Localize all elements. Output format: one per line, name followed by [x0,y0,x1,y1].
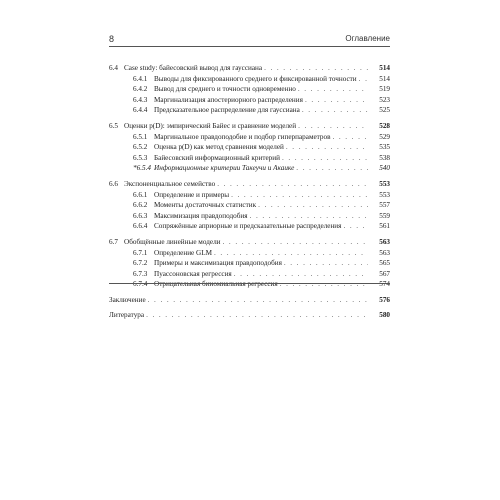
toc-subsection-row[interactable] [109,84,390,95]
toc-entry-number: 6.6.3 [133,211,148,220]
toc-page-number: 553 [368,179,390,190]
toc-page-number: 514 [368,63,390,74]
toc-subsection-row[interactable] [109,211,390,222]
toc-subsection-row[interactable] [109,105,390,116]
toc-entry-number: 6.6.2 [133,201,148,210]
toc-entry-title: Пуассоновская регрессия [154,269,232,278]
toc-entry-title: Отрицательная биномиальная регрессия [154,280,278,289]
dot-leader [214,248,368,259]
dot-leader [343,221,368,232]
dot-leader [284,258,368,269]
toc-entry-title: Моменты достаточных статистик [154,201,257,210]
toc-page-number: 538 [368,153,390,164]
toc-page-number: 535 [368,142,390,153]
toc-entry-title: Заключение [109,295,146,304]
toc-entry-title: Экспоненциальное семейство [124,179,216,188]
toc-subsection-row[interactable] [109,200,390,211]
toc-page-number: 567 [368,269,390,280]
toc-chapter-row[interactable] [109,310,390,321]
dot-leader [286,142,368,153]
toc-entry-number: 6.7.1 [133,248,148,257]
toc-entry-title: Примеры и максимизация правдоподобия [154,259,282,268]
dot-leader [250,211,368,222]
dot-leader [298,84,368,95]
toc-entry-number: 6.5.3 [133,153,148,162]
toc-subsection-row[interactable] [109,279,390,290]
toc-subsection-row[interactable] [109,74,390,85]
toc-section-row[interactable] [109,237,390,248]
dot-leader [217,179,368,190]
toc-entry-number: 6.5 [109,121,118,130]
toc-subsection-row[interactable] [109,153,390,164]
toc-page-number: 561 [368,221,390,232]
dot-leader [282,153,368,164]
dot-leader [333,132,369,143]
toc-page-number: 565 [368,258,390,269]
toc-entry-title: Максимизация правдоподобия [154,211,248,220]
toc-subsection-row[interactable] [109,132,390,143]
toc-entry-title: Сопряжённые априорные и предсказательные распределения [154,222,342,231]
dot-leader [264,63,368,74]
toc-entry-title: Определение и примеры [154,190,230,199]
toc-entry-number: 6.4.3 [133,95,148,104]
dot-leader [234,269,368,280]
toc-entry-title: Предсказательное распределение для гауссиана [154,106,300,115]
toc-section-row[interactable] [109,63,390,74]
dot-leader [305,95,368,106]
toc-entry-number: 6.7.2 [133,259,148,268]
toc-entry-title: Обобщённые линейные модели [124,237,221,246]
toc-page-number: 529 [368,132,390,143]
bottom-rule [109,283,390,284]
header-rule [109,46,390,47]
toc-subsection-row[interactable] [109,269,390,280]
toc-page-number: 563 [368,237,390,248]
toc-entry-number: 6.4.1 [133,74,148,83]
toc-entry-number: 6.6.4 [133,222,148,231]
dot-leader [280,279,368,290]
toc-page-number: 553 [368,190,390,201]
toc-entry-title: Литература [109,311,145,320]
toc-entry-title: Выводы для фиксированного среднего и фиксированной точности [154,74,357,83]
dot-leader [302,105,368,116]
dot-leader [298,121,368,132]
running-header [109,32,390,46]
dot-leader [231,190,368,201]
toc-page-number: 576 [368,295,390,306]
toc-entry-number: 6.4 [109,64,118,72]
toc-section-row[interactable] [109,121,390,132]
toc-subsection-row[interactable] [109,190,390,201]
toc-entry-title: Маргинализация апостериорного распределения [154,95,303,104]
toc-entry-number: 6.5.2 [133,143,148,152]
toc-entry-title: Оценки p(D): эмпирический Байес и сравнение моделей [124,121,297,130]
toc-entry-title: Оценка p(D) как метод сравнения моделей [154,143,284,152]
toc-page-number: 557 [368,200,390,211]
toc-page-number: 519 [368,84,390,95]
toc-entry-title: Маргинальное правдоподобие и подбор гиперпараметров [154,132,331,141]
page-number: 8 [109,34,115,44]
toc-chapter-row[interactable] [109,295,390,306]
toc-page-number: 559 [368,211,390,222]
dot-leader [296,163,368,174]
toc-entry-number: 6.7 [109,237,118,246]
toc-entry-title: Вывод для среднего и точности одновременно [154,85,296,94]
toc-subsection-row[interactable] [109,258,390,269]
toc-subsection-row[interactable] [109,221,390,232]
toc-entry-title: Определение GLM [154,248,213,257]
toc-entry-number: 6.6.1 [133,190,148,199]
toc-page-number: 580 [368,310,390,321]
toc-subsection-row[interactable] [109,95,390,106]
toc-page-number: 523 [368,95,390,106]
toc-entry-number: 6.4.4 [133,106,148,115]
toc-entry-number: 6.6 [109,179,118,188]
toc-entry-number: *6.5.4 [133,164,151,173]
dot-leader [258,200,368,211]
toc-subsection-row[interactable] [109,248,390,259]
dot-leader [223,237,368,248]
toc-entry-number: 6.5.1 [133,132,148,141]
running-title: Оглавление [345,34,390,43]
toc-page-number: 525 [368,105,390,116]
toc-entry-title: Case study: байесовский вывод для гауссиана [124,64,263,72]
dot-leader [148,295,368,306]
toc-subsection-row[interactable] [109,142,390,153]
toc-entry-number: 6.7.4 [133,280,148,289]
toc-page-number: 563 [368,248,390,259]
toc-entry-number: 6.7.3 [133,269,148,278]
toc-page-number: 514 [368,74,390,85]
toc-entry-title: Байесовский информационный критерий [154,153,280,162]
dot-leader [359,74,368,85]
toc-section-row[interactable] [109,179,390,190]
toc-page-number: 574 [368,279,390,290]
toc-page-number: 540 [368,163,390,174]
toc-page-number: 528 [368,121,390,132]
dot-leader [146,310,368,321]
toc-subsection-row[interactable] [109,163,390,174]
toc-entry-title: Информационные критерии Такеучи и Акаике [154,164,295,173]
toc-entry-number: 6.4.2 [133,85,148,94]
